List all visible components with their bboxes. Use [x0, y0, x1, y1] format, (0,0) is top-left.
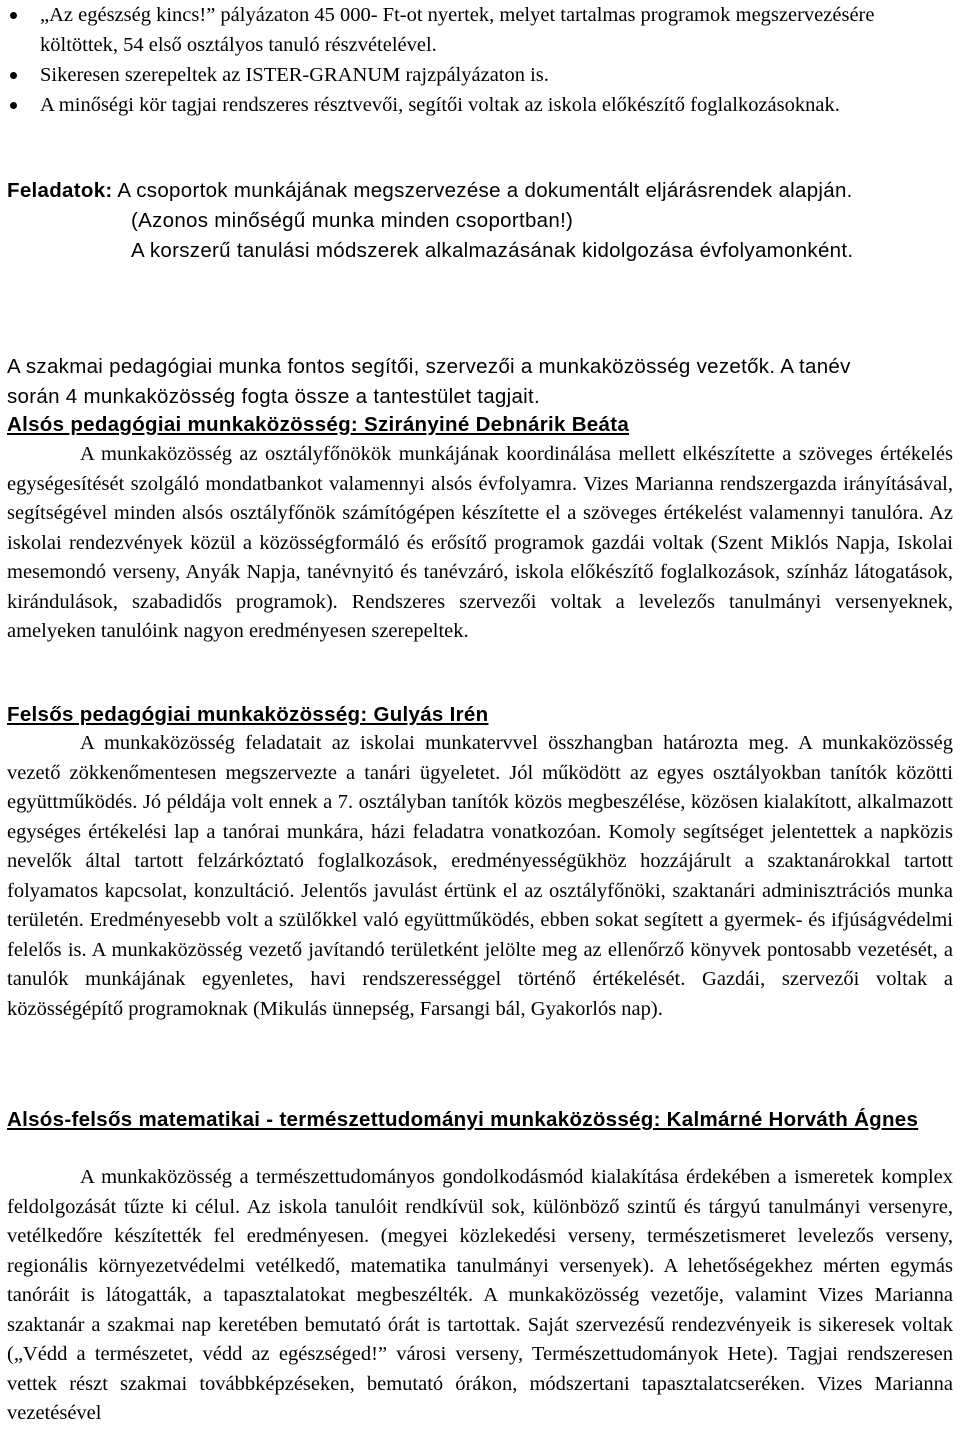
felso-heading-text: Felsős pedagógiai munkaközösség: Gulyás Irén	[7, 703, 489, 726]
feladatok-line-3: A korszerű tanulási módszerek alkalmazásának kidolgozása évfolyamonként.	[131, 239, 854, 262]
also-body: A munkaközösség az osztályfőnökök munkájának koordinálása mellett elkészítette a szöveges értékelés egységesítését szolgáló mondatbankot valamennyi alsós évfolyamra. Vizes Marianna rendszergazda irányításával, segítségével minden alsós osztályfőnök számítógépen készítette el a szöveges értékelést valamennyi tanulóra. Az iskolai rendezvények közül a közösségformáló és erősítő programok gazdái voltak (Szent Miklós Napja, Iskolai mesemondó verseny, Anyák Napja, tanévnyitó és tanévzáró, iskola előkészítő foglalkozások, színház látogatások, kirándulások, szabadidős programok). Rendszeres szervezői voltak a levelezős tanulmányi versenyeknek, amelyeken tanulóink nagyon eredményesen szerepeltek.	[7, 443, 953, 642]
bullet-list	[0, 0, 960, 120]
also-heading-text: Alsós pedagógiai munkaközösség: Szirányiné Debnárik Beáta	[7, 413, 630, 436]
feladatok-label: Feladatok:	[7, 179, 113, 202]
matek-heading	[7, 1105, 953, 1135]
feladatok-line-2: (Azonos minőségű munka minden csoportban!)	[131, 209, 574, 232]
matek-heading-text: Alsós-felsős matematikai - természettudományi munkaközösség: Kalmárné Horváth Ágnes	[7, 1108, 919, 1131]
bullet-text: Sikeresen szerepeltek az ISTER-GRANUM rajzpályázaton is.	[40, 64, 549, 86]
intro-line-2: során 4 munkaközösség fogta össze a tantestület tagjait.	[7, 385, 541, 408]
bullet-text: „Az egészség kincs!” pályázaton 45 000- Ft-ot nyertek, melyet tartalmas programok megszervezésére költöttek, 54 első osztályos tanuló részvételével.	[40, 4, 875, 56]
felso-heading	[7, 700, 953, 730]
bullet-icon	[10, 72, 17, 79]
feladatok-section	[7, 176, 957, 266]
bullet-icon	[10, 102, 17, 109]
also-heading	[7, 410, 957, 440]
intro-line-1: A szakmai pedagógiai munka fontos segítői, szervezői a munkaközösség vezetők. A tanév	[7, 355, 851, 378]
intro-paragraph	[7, 352, 957, 412]
feladatok-text-1: A csoportok munkájának megszervezése a dokumentált eljárásrendek alapján.	[117, 179, 853, 202]
matek-body: A munkaközösség a természettudományos gondolkodásmód kialakítása érdekében a ismeretek komplex feldolgozását tűzte ki célul. Az iskola tanulóit rendkívül sok, különböző szintű és tárgyú tanulmányi versenyre, vetélkedőre készítették fel eredményesen. (megyei közlekedési verseny, természetismeret levelezős verseny, regionális környezetvédelmi vetélkedő, matematika tanulmányi versenyek). A lehetőségekhez mérten egymás tanóráit is látogatták, a tapasztalatokat megbeszélték. A munkaközösség vezetője, valamint Vizes Marianna szaktanár a szakmai nap keretében bemutató órát is tartottak. Saját szervezésű rendezvényeik is sikeresek voltak („Védd a természetet, védd az egészséged!” városi verseny, Természettudományok Hete). Tagjai rendszeresen vettek részt szakmai továbbképzéseken, bemutató órákon, módszertani tapasztalatcseréken. Vizes Marianna vezetésével	[7, 1166, 953, 1424]
bullet-item	[0, 60, 960, 90]
felso-body: A munkaközösség feladatait az iskolai munkatervvel összhangban határozta meg. A munkaközösség vezető zökkenőmentesen megszervezte a tanári ügyeletet. Jól működött az egyes osztályokban tanítók közötti együttműködés. Jó példája volt ennek a 7. osztályban tanítók közös megbeszélése, közösen kialakított, alkalmazott egységes értékelési lap a tanórai munkára, házi feladatra vonatkozóan. Komoly segítséget jelentettek a napközis nevelők által tartott felzárkóztató foglalkozások, eredményességükhöz hozzájárult a szaktanárokkal tartott folyamatos kapcsolat, konzultáció. Jelentős javulást értünk el az osztályfőnöki, szaktanári adminisztrációs munka területén. Eredményesebb volt a szülőkkel való együttműködés, ebben sokat segített a gyermek- és ifjúságvédelmi felelős is. A munkaközösség vezető javítandó területként jelölte meg az ellenőrző könyvek pontosabb vezetését, a tanulók munkájának egyenletes, havi rendszerességgel történő értékelését. Gazdái, szervezői voltak a közösségépítő programoknak (Mikulás ünnepség, Farsangi bál, Gyakorlós nap).	[7, 732, 953, 1020]
feladatok-line-1	[7, 176, 957, 206]
bullet-icon	[10, 12, 17, 19]
bullet-item	[0, 0, 960, 60]
bullet-item	[0, 90, 960, 120]
bullet-text: A minőségi kör tagjai rendszeres résztvevői, segítői voltak az iskola előkészítő foglalkozásoknak.	[40, 94, 840, 116]
